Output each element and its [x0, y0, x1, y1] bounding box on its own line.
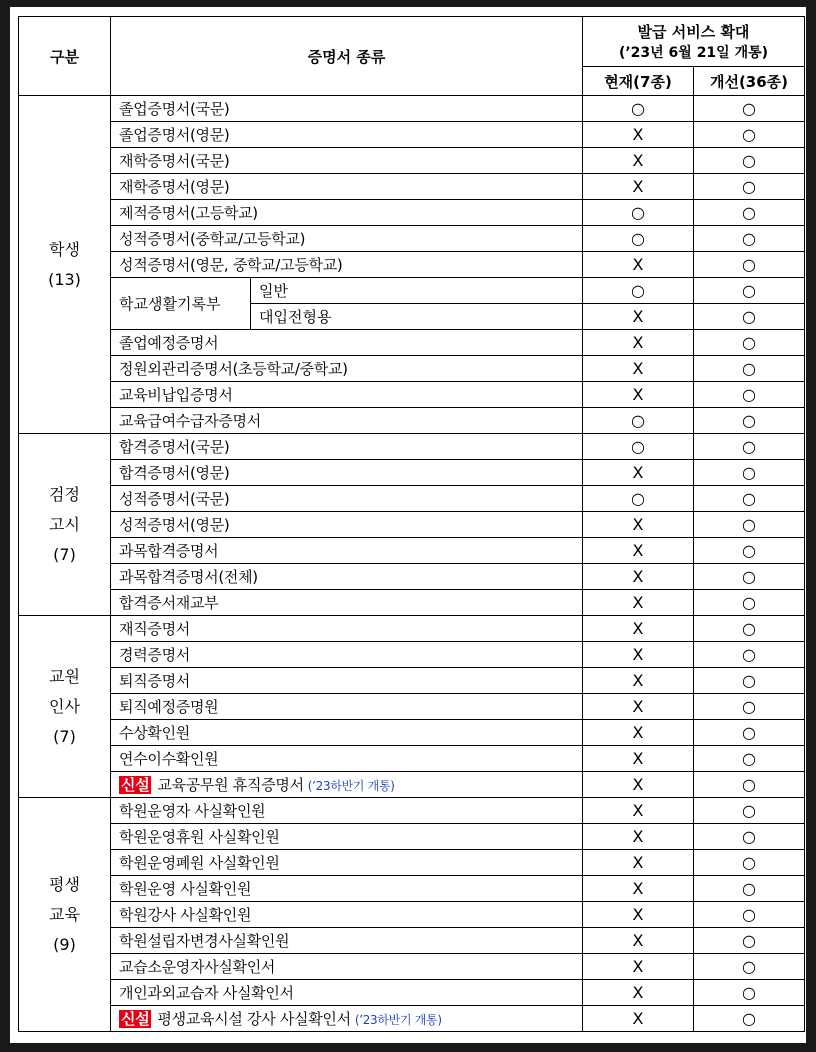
current-status-mark: X [583, 590, 694, 616]
certificate-name-cell [111, 408, 583, 434]
certificate-name: 교육공무원 휴직증명서 [157, 776, 304, 794]
current-status-mark: X [583, 746, 694, 772]
table-row [19, 798, 805, 824]
improved-status-mark: ○ [694, 278, 805, 304]
improved-status-mark: ○ [694, 720, 805, 746]
improved-status-mark: ○ [694, 460, 805, 486]
certificate-name-cell [111, 512, 583, 538]
certificate-name: 수상확인원 [119, 724, 190, 742]
certificate-name: 합격증명서(영문) [119, 464, 230, 482]
certificate-name: 성적증명서(영문, 중학교/고등학교) [119, 256, 343, 274]
improved-status-mark: ○ [694, 304, 805, 330]
current-status-mark: X [583, 824, 694, 850]
improved-status-mark: ○ [694, 486, 805, 512]
table-row [19, 148, 805, 174]
certificate-name-cell [111, 980, 583, 1006]
current-status-mark: X [583, 252, 694, 278]
table-row [19, 382, 805, 408]
table-row [19, 200, 805, 226]
certificate-name-cell [111, 252, 583, 278]
certificate-name-cell [111, 772, 583, 798]
certificate-name: 과목합격증명서(전체) [119, 568, 258, 586]
certificate-name-cell [111, 824, 583, 850]
table-row [19, 226, 805, 252]
table-row [19, 668, 805, 694]
certificate-name-cell [111, 876, 583, 902]
document-page [10, 7, 806, 1043]
certificate-name: 개인과외교습자 사실확인서 [119, 984, 294, 1002]
new-badge: 신설 [121, 776, 150, 794]
certificate-name-cell [111, 928, 583, 954]
improved-status-mark: ○ [694, 226, 805, 252]
certificate-name: 성적증명서(중학교/고등학교) [119, 230, 306, 248]
table-row [19, 772, 805, 798]
table-row [19, 850, 805, 876]
certificate-name-cell [111, 330, 583, 356]
current-status-mark: ○ [583, 96, 694, 122]
certificate-name: 학원운영폐원 사실확인원 [119, 854, 280, 872]
certificate-name: 과목합격증명서 [119, 542, 219, 560]
certificate-name-cell [111, 174, 583, 200]
header-expansion [583, 17, 805, 67]
certificate-name-cell [111, 564, 583, 590]
certificate-name: 학원운영 사실확인원 [119, 880, 252, 898]
table-row [19, 902, 805, 928]
category-count: (13) [48, 269, 81, 289]
table-row [19, 174, 805, 200]
certificate-name: 평생교육시설 강사 사실확인서 [157, 1010, 351, 1028]
improved-status-mark: ○ [694, 382, 805, 408]
improved-status-mark: ○ [694, 980, 805, 1006]
table-row [19, 486, 805, 512]
current-status-mark: X [583, 174, 694, 200]
certificate-name: 재직증명서 [119, 620, 190, 638]
category-name: 검정 고시 [49, 484, 80, 534]
current-status-mark: ○ [583, 278, 694, 304]
improved-status-mark: ○ [694, 330, 805, 356]
certificate-name-cell [111, 616, 583, 642]
certificate-name-cell [111, 1006, 583, 1032]
current-status-mark: X [583, 356, 694, 382]
table-row [19, 642, 805, 668]
improved-status-mark: ○ [694, 642, 805, 668]
header-category: 구분 [19, 17, 111, 96]
current-status-mark: X [583, 980, 694, 1006]
table-row [19, 824, 805, 850]
certificate-name-cell [111, 798, 583, 824]
certificate-name-cell [111, 356, 583, 382]
certificate-name: 성적증명서(국문) [119, 490, 230, 508]
improved-status-mark: ○ [694, 668, 805, 694]
current-status-mark: X [583, 460, 694, 486]
category-name: 교원 인사 [49, 666, 80, 716]
current-status-mark: ○ [583, 200, 694, 226]
current-status-mark: X [583, 798, 694, 824]
certificate-name-cell [111, 590, 583, 616]
header-certificate-type: 증명서 종류 [111, 17, 583, 96]
improved-status-mark: ○ [694, 512, 805, 538]
current-status-mark: ○ [583, 226, 694, 252]
certificate-name-cell [111, 460, 583, 486]
category-count: (7) [53, 544, 76, 564]
certificate-name: 졸업예정증명서 [119, 334, 219, 352]
certificate-name-cell [111, 954, 583, 980]
table-row [19, 512, 805, 538]
current-status-mark: ○ [583, 408, 694, 434]
improved-status-mark: ○ [694, 824, 805, 850]
table-row [19, 330, 805, 356]
certificate-name-cell [111, 668, 583, 694]
improved-status-mark: ○ [694, 772, 805, 798]
category-name: 평생 교육 [49, 874, 80, 924]
launch-note: (’23하반기 개통) [354, 1013, 442, 1027]
table-row [19, 434, 805, 460]
certificate-name-cell [111, 538, 583, 564]
certificate-name: 퇴직증명서 [119, 672, 190, 690]
certificate-name: 합격증명서(국문) [119, 438, 230, 456]
table-row [19, 460, 805, 486]
current-status-mark: X [583, 668, 694, 694]
certificate-name: 제적증명서(고등학교) [119, 204, 258, 222]
table-body [19, 96, 805, 1032]
category-cell [19, 96, 111, 434]
table-row [19, 122, 805, 148]
certificate-name: 경력증명서 [119, 646, 190, 664]
launch-note: (’23하반기 개통) [307, 779, 395, 793]
certificate-name-cell [111, 850, 583, 876]
table-row [19, 278, 805, 304]
header-current: 현재(7종) [583, 67, 694, 96]
certificate-name-cell [111, 642, 583, 668]
new-badge: 신설 [121, 1010, 150, 1028]
certificate-name: 성적증명서(영문) [119, 516, 230, 534]
certificate-name-cell [111, 226, 583, 252]
current-status-mark: X [583, 720, 694, 746]
table-row [19, 876, 805, 902]
table-row [19, 746, 805, 772]
certificate-name-cell [111, 200, 583, 226]
certificate-name: 학원강사 사실확인원 [119, 906, 252, 924]
improved-status-mark: ○ [694, 174, 805, 200]
certificate-name: 교육급여수급자증명서 [119, 412, 261, 430]
certificate-name: 재학증명서(영문) [119, 178, 230, 196]
category-name: 학생 [49, 239, 80, 259]
improved-status-mark: ○ [694, 616, 805, 642]
current-status-mark: X [583, 330, 694, 356]
current-status-mark: X [583, 954, 694, 980]
certificate-subtype: 일반 [251, 278, 583, 304]
improved-status-mark: ○ [694, 1006, 805, 1032]
certificate-name-cell [111, 694, 583, 720]
table-row [19, 928, 805, 954]
certificate-name: 연수이수확인원 [119, 750, 219, 768]
improved-status-mark: ○ [694, 434, 805, 460]
header-expansion-title: 발급 서비스 확대 [637, 23, 750, 41]
table-row [19, 564, 805, 590]
improved-status-mark: ○ [694, 954, 805, 980]
current-status-mark: X [583, 616, 694, 642]
table-row [19, 720, 805, 746]
improved-status-mark: ○ [694, 902, 805, 928]
improved-status-mark: ○ [694, 876, 805, 902]
table-row [19, 954, 805, 980]
current-status-mark: ○ [583, 486, 694, 512]
current-status-mark: X [583, 876, 694, 902]
certificate-name: 정원외관리증명서(초등학교/중학교) [119, 360, 348, 378]
certificate-name: 합격증서재교부 [119, 594, 219, 612]
improved-status-mark: ○ [694, 538, 805, 564]
certificate-name: 학교생활기록부 [111, 278, 251, 330]
certificate-name: 학원설립자변경사실확인원 [119, 932, 290, 950]
improved-status-mark: ○ [694, 356, 805, 382]
improved-status-mark: ○ [694, 148, 805, 174]
current-status-mark: X [583, 902, 694, 928]
category-count: (7) [53, 726, 76, 746]
improved-status-mark: ○ [694, 694, 805, 720]
certificate-table [18, 16, 805, 1032]
current-status-mark: ○ [583, 434, 694, 460]
table-row [19, 694, 805, 720]
certificate-name: 교육비납입증명서 [119, 386, 233, 404]
table-row [19, 96, 805, 122]
certificate-name-cell [111, 122, 583, 148]
improved-status-mark: ○ [694, 408, 805, 434]
current-status-mark: X [583, 538, 694, 564]
certificate-name: 학원운영자 사실확인원 [119, 802, 266, 820]
improved-status-mark: ○ [694, 252, 805, 278]
certificate-name-cell [111, 382, 583, 408]
table-row [19, 408, 805, 434]
category-cell [19, 798, 111, 1032]
certificate-name-cell [111, 96, 583, 122]
certificate-name-cell [111, 746, 583, 772]
current-status-mark: X [583, 564, 694, 590]
certificate-name: 졸업증명서(영문) [119, 126, 230, 144]
certificate-name-cell [111, 902, 583, 928]
current-status-mark: X [583, 122, 694, 148]
certificate-name: 학원운영휴원 사실확인원 [119, 828, 280, 846]
improved-status-mark: ○ [694, 564, 805, 590]
certificate-name-cell [111, 148, 583, 174]
category-cell [19, 616, 111, 798]
improved-status-mark: ○ [694, 928, 805, 954]
current-status-mark: X [583, 1006, 694, 1032]
table-row [19, 1006, 805, 1032]
certificate-name: 졸업증명서(국문) [119, 100, 230, 118]
table-row [19, 590, 805, 616]
improved-status-mark: ○ [694, 122, 805, 148]
current-status-mark: X [583, 148, 694, 174]
header-expansion-subtitle: (’23년 6월 21일 개통) [618, 45, 769, 61]
current-status-mark: X [583, 928, 694, 954]
certificate-name-cell [111, 720, 583, 746]
improved-status-mark: ○ [694, 96, 805, 122]
current-status-mark: X [583, 382, 694, 408]
current-status-mark: X [583, 850, 694, 876]
certificate-name: 재학증명서(국문) [119, 152, 230, 170]
improved-status-mark: ○ [694, 850, 805, 876]
category-count: (9) [53, 934, 76, 954]
category-cell [19, 434, 111, 616]
improved-status-mark: ○ [694, 746, 805, 772]
certificate-subtype: 대입전형용 [251, 304, 583, 330]
certificate-name: 교습소운영자사실확인서 [119, 958, 276, 976]
improved-status-mark: ○ [694, 200, 805, 226]
current-status-mark: X [583, 772, 694, 798]
table-row [19, 356, 805, 382]
certificate-name-cell [111, 486, 583, 512]
current-status-mark: X [583, 694, 694, 720]
table-row [19, 538, 805, 564]
certificate-name: 퇴직예정증명원 [119, 698, 219, 716]
current-status-mark: X [583, 512, 694, 538]
table-row [19, 252, 805, 278]
current-status-mark: X [583, 304, 694, 330]
certificate-name-cell [111, 434, 583, 460]
current-status-mark: X [583, 642, 694, 668]
improved-status-mark: ○ [694, 798, 805, 824]
header-improved: 개선(36종) [694, 67, 805, 96]
table-row [19, 616, 805, 642]
table-row [19, 980, 805, 1006]
improved-status-mark: ○ [694, 590, 805, 616]
